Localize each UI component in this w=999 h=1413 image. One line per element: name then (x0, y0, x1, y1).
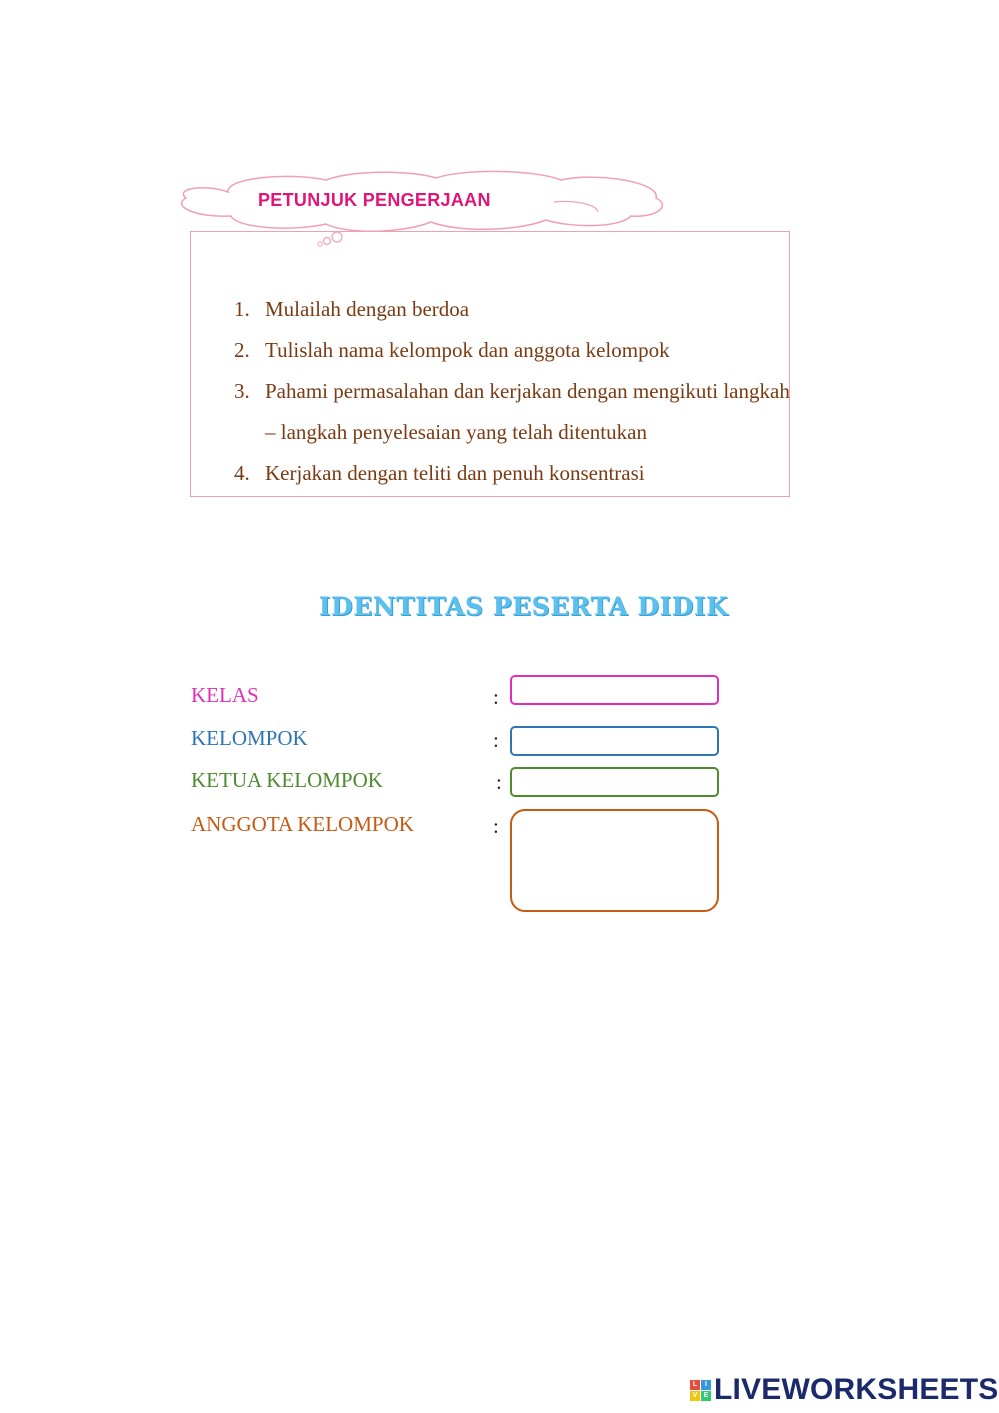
anggota-kelompok-input[interactable] (510, 809, 719, 912)
instruction-number: 4. (234, 461, 250, 485)
instruction-item-1 (234, 289, 794, 330)
ketua-kelompok-input[interactable] (510, 767, 719, 797)
logo-tile: I (701, 1380, 711, 1390)
instruction-item-4 (234, 453, 794, 494)
identity-section-title: IDENTITAS PESERTA DIDIK (318, 592, 729, 621)
instruction-number: 3. (234, 379, 250, 403)
instruction-number: 2. (234, 338, 250, 362)
ketua-kelompok-label: KETUA KELOMPOK (191, 768, 383, 792)
kelas-input[interactable] (510, 675, 719, 705)
liveworksheets-logo (690, 1372, 999, 1408)
instructions-box (190, 231, 790, 497)
instruction-number: 1. (234, 297, 250, 321)
kelas-label: KELAS (191, 683, 259, 707)
instruction-text: Kerjakan dengan teliti dan penuh konsentrasi (265, 461, 645, 485)
liveworksheets-icon (690, 1380, 711, 1401)
instructions-title: PETUNJUK PENGERJAAN (258, 190, 491, 210)
anggota-kelompok-colon: : (493, 814, 499, 838)
kelompok-input[interactable] (510, 726, 719, 756)
instruction-text: Tulislah nama kelompok dan anggota kelompok (265, 338, 670, 362)
instruction-text: Mulailah dengan berdoa (265, 297, 470, 321)
instruction-item-2 (234, 330, 794, 371)
instruction-text: Pahami permasalahan dan kerjakan dengan mengikuti langkah – langkah penyelesaian yang telah ditentukan (265, 379, 790, 444)
kelompok-label: KELOMPOK (191, 726, 308, 750)
logo-tile: L (690, 1380, 700, 1390)
logo-tile: E (701, 1391, 711, 1401)
kelompok-colon: : (493, 728, 499, 752)
ketua-kelompok-colon: : (496, 770, 502, 794)
anggota-kelompok-label: ANGGOTA KELOMPOK (191, 812, 414, 836)
instruction-item-3 (234, 371, 794, 453)
kelas-colon: : (493, 685, 499, 709)
instructions-list (234, 289, 794, 494)
logo-tile: V (690, 1391, 700, 1401)
liveworksheets-wordmark: LIVEWORKSHEETS (714, 1373, 999, 1406)
